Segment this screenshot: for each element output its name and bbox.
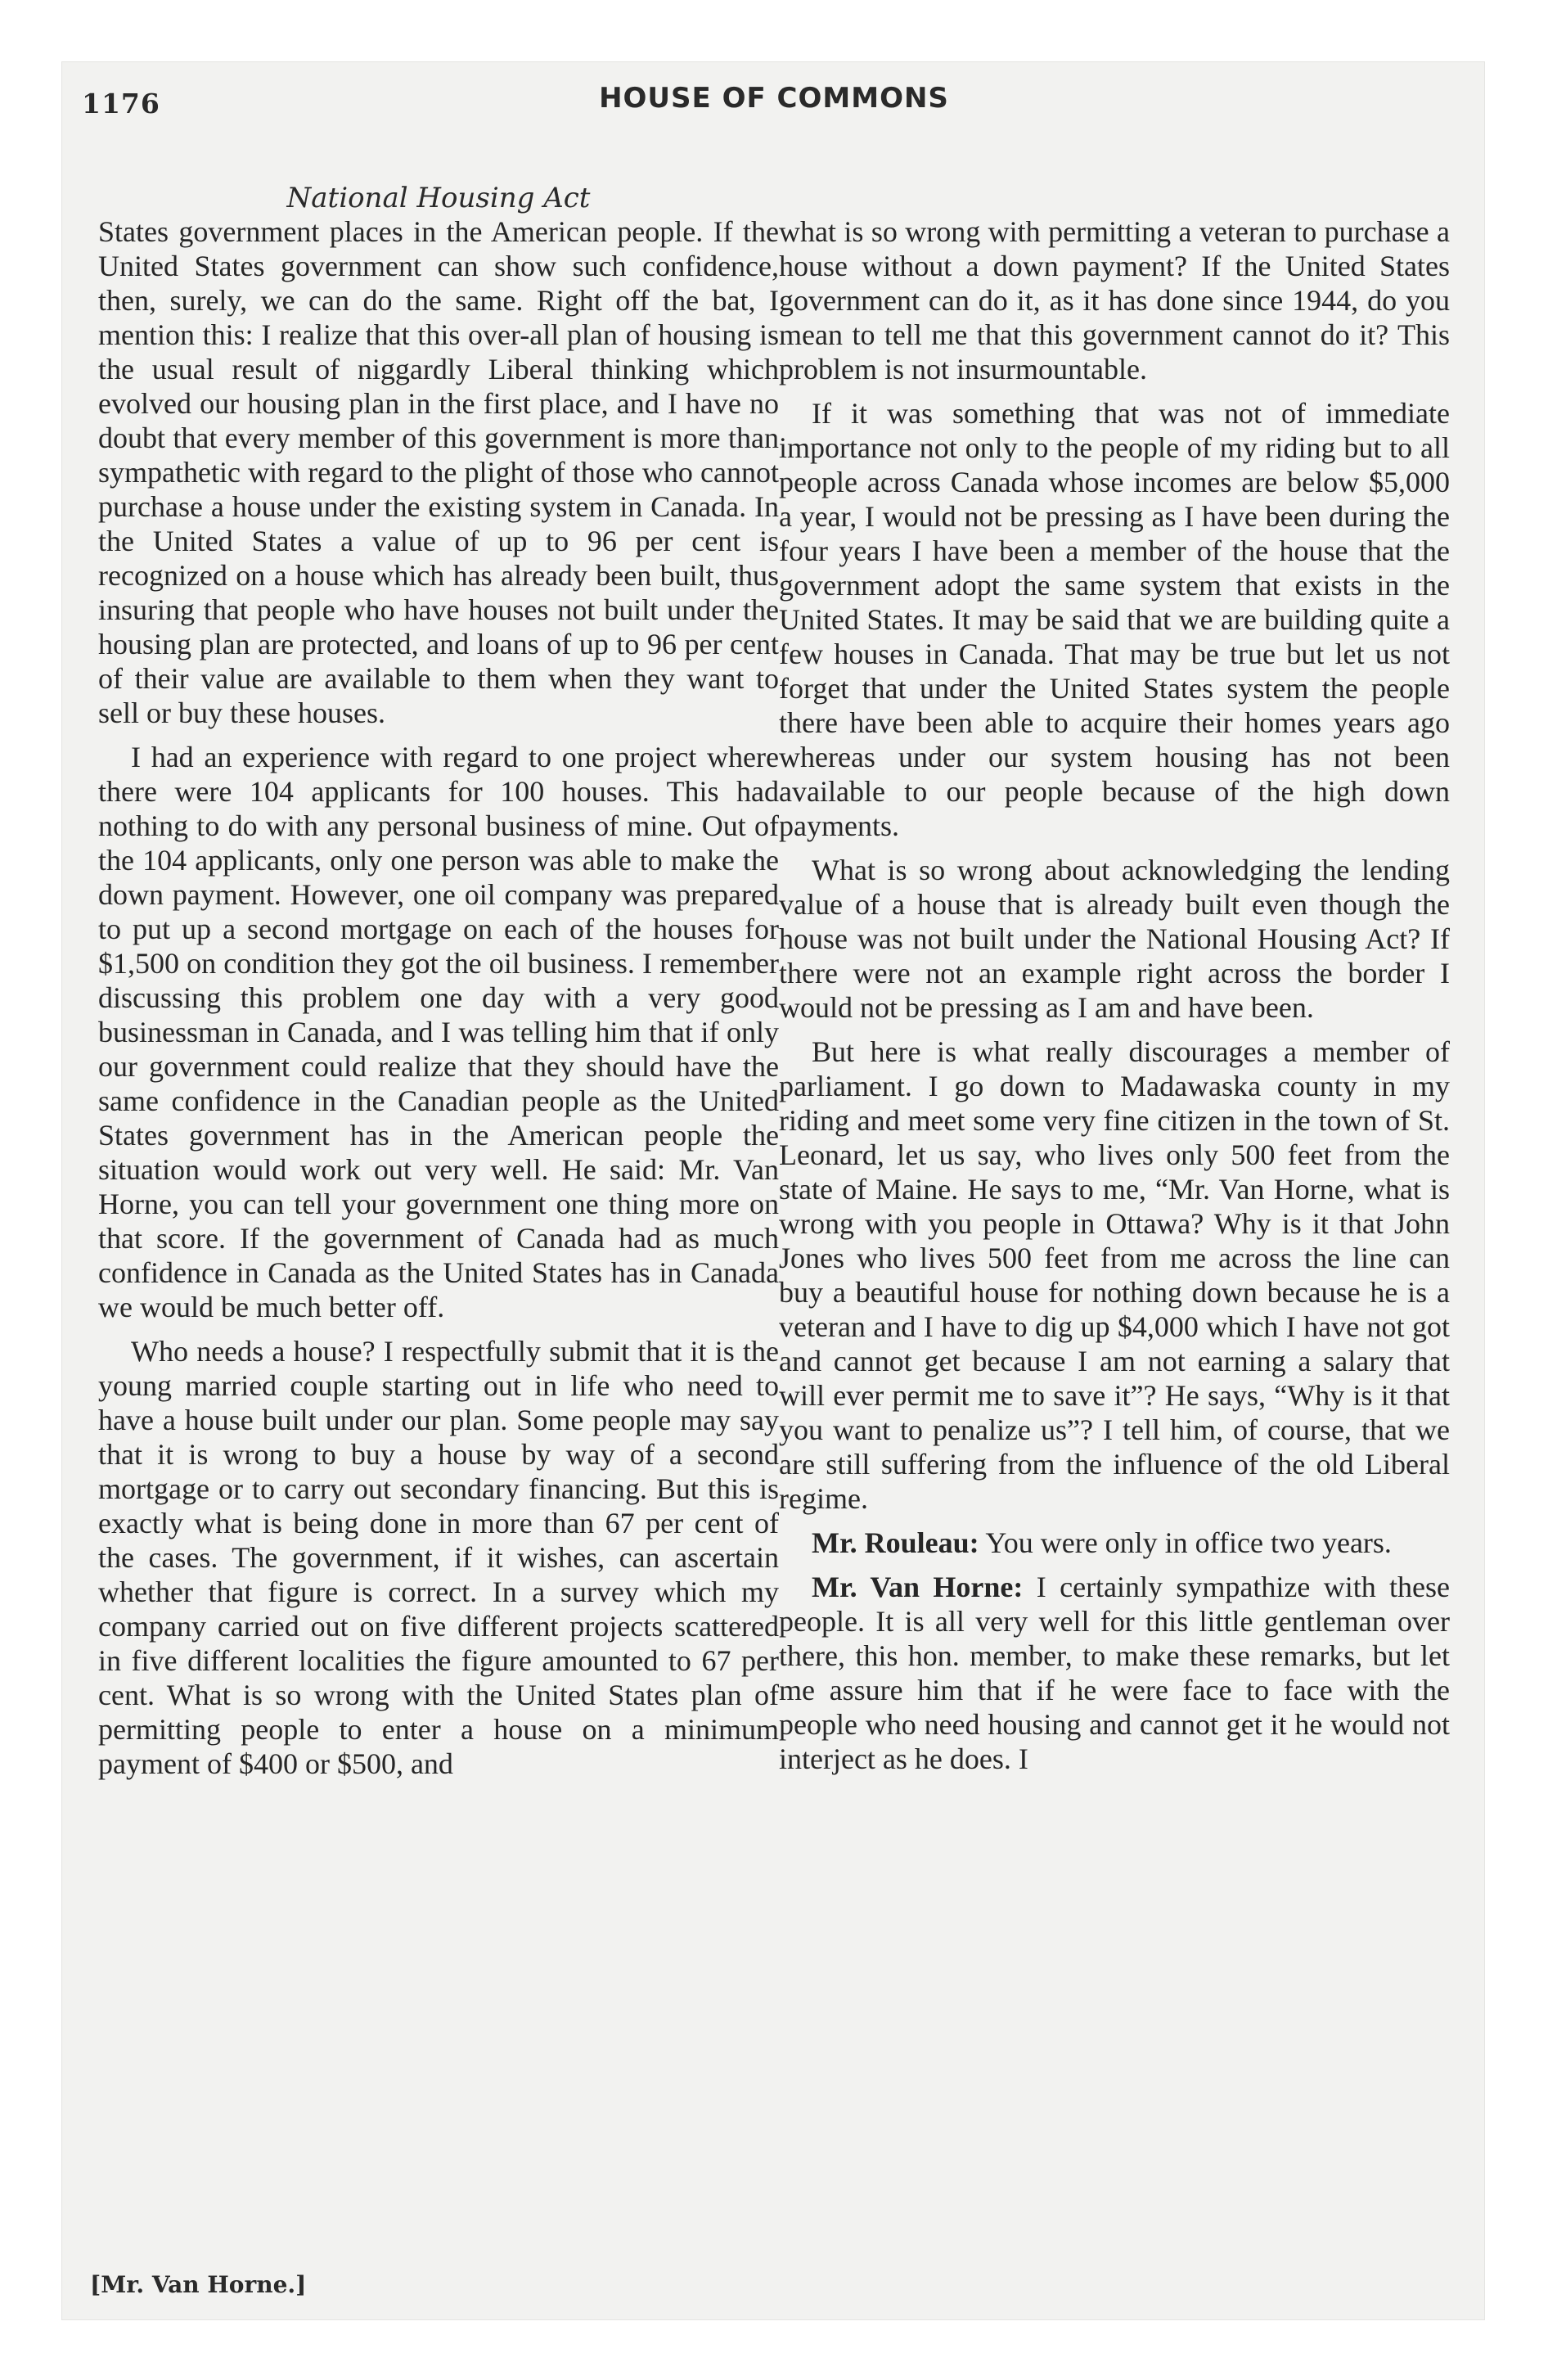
speaker-name: Mr. Van Horne:: [812, 1571, 1024, 1603]
paragraph: But here is what really discourages a member of parliament. I go down to Madawaska county in my riding and meet some very fine citizen in the town of St. Leonard, let us say, who lives only 500 feet from the state of Maine. He says to me, “Mr. Van Horne, what is wrong with you people in Ottawa? Why is it that John Jones who lives 500 feet from me across the line can buy a beautiful house for nothing down because he is a veteran and I have to dig up $4,000 which I have not got and cannot get because I am not earning a salary that will ever permit me to save it”? He says, “Why is it that you want to penalize us”? I tell him, of course, that we are still suffering from the influence of the old Liberal regime.: [779, 1035, 1450, 1515]
speaker-name: Mr. Rouleau:: [812, 1526, 979, 1559]
speaker-attribution: [Mr. Van Horne.]: [90, 2271, 307, 2298]
paragraph: Who needs a house? I respectfully submit that it is the young married couple starting out in life who need to have a house built under our plan. Some people may say that it is wrong to buy a house by way of a second mortgage or to carry out secondary financing. But this is exactly what is being done in more than 67 per cent of the cases. The government, if it wishes, can ascertain whether that figure is correct. In a survey which my company carried out on five different projects scattered in five different localities the figure amounted to 67 per cent. What is so wrong with the United States plan of permitting people to enter a house on a minimum payment of $400 or $500, and: [98, 1335, 779, 1780]
page-number: 1176: [82, 88, 160, 119]
interjection: [779, 1526, 1450, 1560]
speech-text: I certainly sympathize with these people. It is all very well for this little gentleman over there, this hon. member, to make these remarks, but let me assure him that if he were face to face with the people who need housing and cannot get it he would not interject as he does. I: [779, 1571, 1451, 1775]
section-title: National Housing Act: [286, 182, 591, 214]
paragraph: If it was something that was not of immediate importance not only to the people of my riding but to all people across Canada whose incomes are below $5,000 a year, I would not be pressing as I have been during the four years I have been a member of the house that the government adopt the same system that exists in the United States. It may be said that we are building quite a few houses in Canada. That may be true but let us not forget that under the United States system the people there have been able to acquire their homes years ago whereas under our system housing has not been available to our people because of the high down payments.: [779, 397, 1450, 842]
speech-text: You were only in office two years.: [985, 1526, 1392, 1559]
paragraph: What is so wrong about acknowledging the lending value of a house that is already built even though the house was not built under the National Housing Act? If there were not an example right across the border I would not be pressing as I am and have been.: [779, 854, 1450, 1024]
left-column: [98, 214, 779, 1791]
running-title: HOUSE OF COMMONS: [599, 82, 949, 115]
paragraph: I had an experience with regard to one project where there were 104 applicants for 100 houses. This had nothing to do with any personal business of mine. Out of the 104 applicants, only one person was able to make the down payment. However, one oil company was prepared to put up a second mortgage on each of the houses for $1,500 on condition they got the oil business. I remember discussing this problem one day with a very good businessman in Canada, and I was telling him that if only our government could realize that they should have the same confidence in the Canadian people as the United States government has in the American people the situation would work out very well. He said: Mr. Van Horne, you can tell your government one thing more on that score. If the government of Canada had as much confidence in Canada as the United States has in Canada we would be much better off.: [98, 741, 779, 1323]
right-column: [779, 214, 1450, 1786]
paragraph: States government places in the American people. If the United States government can show such confidence, then, surely, we can do the same. Right off the bat, I mention this: I realize that this over-all plan of housing is the usual result of niggardly Liberal thinking which evolved our housing plan in the first place, and I have no doubt that every member of this government is more than sympathetic with regard to the plight of those who cannot purchase a house under the existing system in Canada. In the United States a value of up to 96 per cent is recognized on a house which has already been built, thus insuring that people who have houses not built under the housing plan are protected, and loans of up to 96 per cent of their value are available to them when they want to sell or buy these houses.: [98, 215, 779, 729]
interjection: [779, 1570, 1450, 1776]
paragraph: what is so wrong with permitting a veteran to purchase a house without a down payment? If the United States government can do it, as it has done since 1944, do you mean to tell me that this government cannot do it? This problem is not insurmountable.: [779, 215, 1450, 385]
